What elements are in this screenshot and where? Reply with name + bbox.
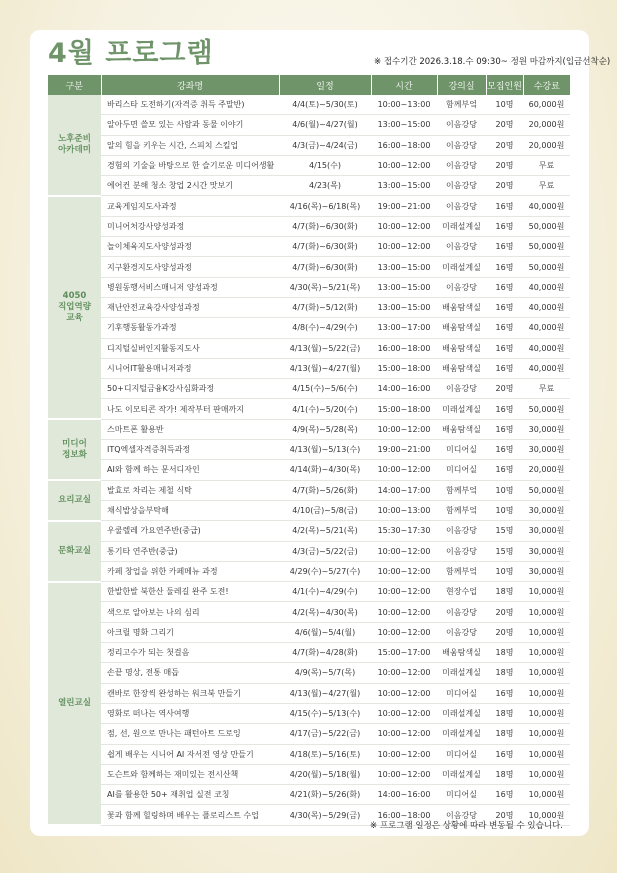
time-cell: 19:00~21:00 <box>371 196 437 216</box>
table-row <box>48 95 570 115</box>
capacity-cell: 20명 <box>486 155 523 175</box>
fee-cell: 10,000원 <box>523 703 570 723</box>
time-cell: 10:00~12:00 <box>371 582 437 602</box>
capacity-cell: 16명 <box>486 216 523 236</box>
room-cell: 함께부엌 <box>437 561 486 581</box>
time-cell: 19:00~21:00 <box>371 440 437 460</box>
capacity-cell: 16명 <box>486 358 523 378</box>
course-name-cell: 영화로 떠나는 역사여행 <box>101 703 279 723</box>
course-name-cell: 교육게임지도사과정 <box>101 196 279 216</box>
capacity-cell: 18명 <box>486 724 523 744</box>
time-cell: 10:00~12:00 <box>371 703 437 723</box>
table-header-row <box>48 75 570 95</box>
table-row <box>48 480 570 500</box>
column-header-category: 구분 <box>48 75 101 95</box>
schedule-cell: 4/13(월)~5/13(수) <box>279 440 371 460</box>
course-name-cell: 놀이체육지도사양성과정 <box>101 237 279 257</box>
time-cell: 15:00~18:00 <box>371 358 437 378</box>
time-cell: 10:00~12:00 <box>371 744 437 764</box>
fee-cell: 30,000원 <box>523 419 570 439</box>
capacity-cell: 20명 <box>486 115 523 135</box>
capacity-cell: 18명 <box>486 764 523 784</box>
time-cell: 15:00~17:00 <box>371 643 437 663</box>
capacity-cell: 16명 <box>486 744 523 764</box>
time-cell: 14:00~16:00 <box>371 379 437 399</box>
fee-cell: 40,000원 <box>523 318 570 338</box>
course-name-cell: 쉽게 배우는 시니어 AI 자서전 영상 만들기 <box>101 744 279 764</box>
room-cell: 미래설계실 <box>437 724 486 744</box>
fee-cell: 10,000원 <box>523 683 570 703</box>
schedule-cell: 4/23(목) <box>279 176 371 196</box>
room-cell: 이음강당 <box>437 196 486 216</box>
capacity-cell: 16명 <box>486 460 523 480</box>
schedule-cell: 4/3(금)~4/24(금) <box>279 135 371 155</box>
table-row <box>48 500 570 520</box>
schedule-cell: 4/7(화)~6/30(화) <box>279 237 371 257</box>
room-cell: 이음강당 <box>437 237 486 257</box>
schedule-cell: 4/21(화)~5/26(화) <box>279 785 371 805</box>
fee-cell: 20,000원 <box>523 460 570 480</box>
fee-cell: 50,000원 <box>523 399 570 419</box>
capacity-cell: 16명 <box>486 257 523 277</box>
time-cell: 10:00~13:00 <box>371 95 437 115</box>
footer-note: ※ 프로그램 일정은 상황에 따라 변동될 수 있습니다. <box>370 821 563 831</box>
fee-cell: 무료 <box>523 176 570 196</box>
capacity-cell: 15명 <box>486 541 523 561</box>
course-name-cell: 나도 이모티콘 작가! 제작부터 판매까지 <box>101 399 279 419</box>
course-name-cell: 50+디지털금융K강사심화과정 <box>101 379 279 399</box>
room-cell: 배움탐색실 <box>437 318 486 338</box>
room-cell: 미디어실 <box>437 440 486 460</box>
course-name-cell: 점, 선, 원으로 만나는 패턴아트 드로잉 <box>101 724 279 744</box>
schedule-cell: 4/20(월)~5/18(월) <box>279 764 371 784</box>
course-name-cell: 미니어처강사양성과정 <box>101 216 279 236</box>
course-name-cell: 에어컨 분해 청소 창업 2시간 맛보기 <box>101 176 279 196</box>
time-cell: 10:00~12:00 <box>371 764 437 784</box>
room-cell: 배움탐색실 <box>437 419 486 439</box>
table-row <box>48 663 570 683</box>
table-row <box>48 379 570 399</box>
course-name-cell: 채식밥상을부탁해 <box>101 500 279 520</box>
schedule-cell: 4/7(화)~5/12(화) <box>279 297 371 317</box>
column-header-course: 강좌명 <box>101 75 279 95</box>
room-cell: 이음강당 <box>437 805 486 825</box>
capacity-cell: 18명 <box>486 703 523 723</box>
page-title: 4월 프로그램 <box>48 38 214 69</box>
fee-cell: 10,000원 <box>523 744 570 764</box>
course-name-cell: 발효로 차리는 제철 식탁 <box>101 480 279 500</box>
schedule-cell: 4/4(토)~5/30(토) <box>279 95 371 115</box>
course-name-cell: 우쿨렐레 가요연주반(중급) <box>101 521 279 541</box>
room-cell: 함께부엌 <box>437 95 486 115</box>
room-cell: 이음강당 <box>437 277 486 297</box>
course-name-cell: 디지털실버인지활동지도사 <box>101 338 279 358</box>
course-name-cell: 알아두면 쓸모 있는 사람과 동물 이야기 <box>101 115 279 135</box>
room-cell: 이음강당 <box>437 379 486 399</box>
time-cell: 10:00~12:00 <box>371 237 437 257</box>
time-cell: 10:00~12:00 <box>371 419 437 439</box>
fee-cell: 30,000원 <box>523 541 570 561</box>
fee-cell: 10,000원 <box>523 582 570 602</box>
table-row <box>48 764 570 784</box>
fee-cell: 20,000원 <box>523 115 570 135</box>
schedule-cell: 4/7(화)~6/30(화) <box>279 257 371 277</box>
time-cell: 10:00~12:00 <box>371 541 437 561</box>
time-cell: 15:30~17:30 <box>371 521 437 541</box>
table-row <box>48 277 570 297</box>
room-cell: 배움탐색실 <box>437 297 486 317</box>
time-cell: 13:00~15:00 <box>371 277 437 297</box>
table-row <box>48 419 570 439</box>
capacity-cell: 18명 <box>486 643 523 663</box>
schedule-cell: 4/16(목)~6/18(목) <box>279 196 371 216</box>
registration-notice: ※ 접수기간 2026.3.18.수 09:30~ 정원 마감까지(입금선착순) <box>374 57 611 67</box>
fee-cell: 20,000원 <box>523 135 570 155</box>
course-name-cell: 바리스타 도전하기(자격증 취득 주말반) <box>101 95 279 115</box>
schedule-cell: 4/30(목)~5/29(금) <box>279 805 371 825</box>
course-name-cell: 지구환경지도사양성과정 <box>101 257 279 277</box>
fee-cell: 무료 <box>523 155 570 175</box>
room-cell: 함께부엌 <box>437 500 486 520</box>
category-cell: 4050 직업역량 교육 <box>48 196 101 419</box>
fee-cell: 10,000원 <box>523 663 570 683</box>
course-name-cell: AI와 함께 하는 문서디자인 <box>101 460 279 480</box>
table-row <box>48 216 570 236</box>
schedule-cell: 4/7(화)~5/26(화) <box>279 480 371 500</box>
table-row <box>48 622 570 642</box>
capacity-cell: 20명 <box>486 622 523 642</box>
capacity-cell: 16명 <box>486 440 523 460</box>
schedule-cell: 4/6(월)~4/27(월) <box>279 115 371 135</box>
time-cell: 10:00~12:00 <box>371 622 437 642</box>
table-row <box>48 541 570 561</box>
table-row <box>48 257 570 277</box>
schedule-cell: 4/18(토)~5/16(토) <box>279 744 371 764</box>
schedule-cell: 4/30(목)~5/21(목) <box>279 277 371 297</box>
program-table <box>48 75 570 826</box>
room-cell: 미디어실 <box>437 744 486 764</box>
room-cell: 이음강당 <box>437 602 486 622</box>
schedule-cell: 4/13(월)~5/22(금) <box>279 338 371 358</box>
capacity-cell: 16명 <box>486 196 523 216</box>
column-header-fee: 수강료 <box>523 75 570 95</box>
table-row <box>48 318 570 338</box>
capacity-cell: 10명 <box>486 95 523 115</box>
course-name-cell: 카페 창업을 위한 카페메뉴 과정 <box>101 561 279 581</box>
time-cell: 16:00~18:00 <box>371 135 437 155</box>
room-cell: 현장수업 <box>437 582 486 602</box>
schedule-cell: 4/9(목)~5/28(목) <box>279 419 371 439</box>
fee-cell: 50,000원 <box>523 237 570 257</box>
schedule-cell: 4/17(금)~5/22(금) <box>279 724 371 744</box>
time-cell: 15:00~18:00 <box>371 399 437 419</box>
room-cell: 이음강당 <box>437 155 486 175</box>
time-cell: 16:00~18:00 <box>371 805 437 825</box>
fee-cell: 50,000원 <box>523 257 570 277</box>
course-name-cell: 시니어IT활용매니저과정 <box>101 358 279 378</box>
capacity-cell: 16명 <box>486 785 523 805</box>
time-cell: 10:00~12:00 <box>371 663 437 683</box>
capacity-cell: 10명 <box>486 561 523 581</box>
table-row <box>48 785 570 805</box>
schedule-cell: 4/13(월)~4/27(월) <box>279 358 371 378</box>
capacity-cell: 16명 <box>486 297 523 317</box>
table-row <box>48 155 570 175</box>
fee-cell: 10,000원 <box>523 643 570 663</box>
table-row <box>48 297 570 317</box>
room-cell: 미래설계실 <box>437 257 486 277</box>
course-name-cell: 경험의 기술을 바탕으로 한 슬기로운 미디어생활 <box>101 155 279 175</box>
capacity-cell: 16명 <box>486 683 523 703</box>
time-cell: 10:00~12:00 <box>371 724 437 744</box>
course-name-cell: 재난안전교육강사양성과정 <box>101 297 279 317</box>
table-row <box>48 683 570 703</box>
room-cell: 이음강당 <box>437 115 486 135</box>
room-cell: 미래설계실 <box>437 663 486 683</box>
table-row <box>48 643 570 663</box>
room-cell: 배움탐색실 <box>437 338 486 358</box>
fee-cell: 10,000원 <box>523 785 570 805</box>
schedule-cell: 4/1(수)~5/20(수) <box>279 399 371 419</box>
column-header-schedule: 일정 <box>279 75 371 95</box>
fee-cell: 40,000원 <box>523 277 570 297</box>
table-row <box>48 358 570 378</box>
schedule-cell: 4/29(수)~5/27(수) <box>279 561 371 581</box>
room-cell: 이음강당 <box>437 541 486 561</box>
schedule-cell: 4/7(화)~6/30(화) <box>279 216 371 236</box>
time-cell: 13:00~15:00 <box>371 257 437 277</box>
table-body <box>48 95 570 825</box>
column-header-capacity: 모집인원 <box>486 75 523 95</box>
fee-cell: 40,000원 <box>523 338 570 358</box>
time-cell: 10:00~12:00 <box>371 460 437 480</box>
schedule-cell: 4/15(수) <box>279 155 371 175</box>
course-name-cell: 스마트폰 활용반 <box>101 419 279 439</box>
time-cell: 10:00~12:00 <box>371 561 437 581</box>
course-name-cell: 통기타 연주반(중급) <box>101 541 279 561</box>
table-row <box>48 561 570 581</box>
course-name-cell: 손끝 명상, 전통 매듭 <box>101 663 279 683</box>
schedule-cell: 4/9(목)~5/7(목) <box>279 663 371 683</box>
fee-cell: 무료 <box>523 379 570 399</box>
capacity-cell: 20명 <box>486 805 523 825</box>
fee-cell: 10,000원 <box>523 622 570 642</box>
room-cell: 이음강당 <box>437 135 486 155</box>
capacity-cell: 16명 <box>486 237 523 257</box>
table-row <box>48 399 570 419</box>
fee-cell: 10,000원 <box>523 602 570 622</box>
time-cell: 13:00~15:00 <box>371 115 437 135</box>
schedule-cell: 4/2(목)~5/21(목) <box>279 521 371 541</box>
fee-cell: 10,000원 <box>523 805 570 825</box>
schedule-cell: 4/14(화)~4/30(목) <box>279 460 371 480</box>
room-cell: 미디어실 <box>437 460 486 480</box>
course-name-cell: 아크릴 명화 그리기 <box>101 622 279 642</box>
room-cell: 미래설계실 <box>437 764 486 784</box>
schedule-cell: 4/13(월)~4/27(월) <box>279 683 371 703</box>
capacity-cell: 16명 <box>486 338 523 358</box>
course-name-cell: 도슨트와 함께하는 재미있는 전시산책 <box>101 764 279 784</box>
category-cell: 열린교실 <box>48 582 101 826</box>
category-cell: 요리교실 <box>48 480 101 521</box>
schedule-cell: 4/15(수)~5/13(수) <box>279 703 371 723</box>
schedule-cell: 4/6(월)~5/4(월) <box>279 622 371 642</box>
room-cell: 함께부엌 <box>437 480 486 500</box>
column-header-room: 강의실 <box>437 75 486 95</box>
course-name-cell: 알의 힘을 키우는 시간, 스피치 스킬업 <box>101 135 279 155</box>
time-cell: 14:00~16:00 <box>371 785 437 805</box>
time-cell: 10:00~12:00 <box>371 602 437 622</box>
fee-cell: 50,000원 <box>523 480 570 500</box>
schedule-cell: 4/10(금)~5/8(금) <box>279 500 371 520</box>
time-cell: 16:00~18:00 <box>371 338 437 358</box>
time-cell: 14:00~17:00 <box>371 480 437 500</box>
time-cell: 10:00~12:00 <box>371 683 437 703</box>
room-cell: 미디어실 <box>437 683 486 703</box>
capacity-cell: 16명 <box>486 399 523 419</box>
category-cell: 문화교실 <box>48 521 101 582</box>
fee-cell: 10,000원 <box>523 724 570 744</box>
room-cell: 배움탐색실 <box>437 643 486 663</box>
schedule-cell: 4/8(수)~4/29(수) <box>279 318 371 338</box>
category-cell: 미디어 정보화 <box>48 419 101 480</box>
room-cell: 이음강당 <box>437 176 486 196</box>
capacity-cell: 18명 <box>486 663 523 683</box>
table-row <box>48 521 570 541</box>
room-cell: 미래설계실 <box>437 399 486 419</box>
table-row <box>48 237 570 257</box>
time-cell: 10:00~12:00 <box>371 216 437 236</box>
table-row <box>48 703 570 723</box>
column-header-time: 시간 <box>371 75 437 95</box>
schedule-cell: 4/2(목)~4/30(목) <box>279 602 371 622</box>
table-row <box>48 440 570 460</box>
table-row <box>48 724 570 744</box>
fee-cell: 30,000원 <box>523 521 570 541</box>
time-cell: 10:00~13:00 <box>371 500 437 520</box>
room-cell: 미래설계실 <box>437 703 486 723</box>
capacity-cell: 20명 <box>486 176 523 196</box>
fee-cell: 40,000원 <box>523 358 570 378</box>
fee-cell: 30,000원 <box>523 561 570 581</box>
category-cell: 노후준비 아카데미 <box>48 95 101 196</box>
capacity-cell: 15명 <box>486 521 523 541</box>
capacity-cell: 10명 <box>486 500 523 520</box>
table-row <box>48 338 570 358</box>
capacity-cell: 20명 <box>486 379 523 399</box>
course-name-cell: 병원동행서비스매니저 양성과정 <box>101 277 279 297</box>
course-name-cell: 색으로 알아보는 나의 심리 <box>101 602 279 622</box>
capacity-cell: 16명 <box>486 318 523 338</box>
schedule-cell: 4/3(금)~5/22(금) <box>279 541 371 561</box>
table-row <box>48 176 570 196</box>
table-row <box>48 744 570 764</box>
room-cell: 이음강당 <box>437 521 486 541</box>
table-row <box>48 582 570 602</box>
fee-cell: 10,000원 <box>523 764 570 784</box>
time-cell: 10:00~12:00 <box>371 155 437 175</box>
course-name-cell: 꽃과 함께 힐링하며 배우는 플로리스트 수업 <box>101 805 279 825</box>
schedule-cell: 4/15(수)~5/6(수) <box>279 379 371 399</box>
course-name-cell: 캔바로 한장씩 완성하는 워크북 만들기 <box>101 683 279 703</box>
schedule-cell: 4/1(수)~4/29(수) <box>279 582 371 602</box>
course-name-cell: 한발한발 북한산 둘레길 완주 도전! <box>101 582 279 602</box>
fee-cell: 30,000원 <box>523 440 570 460</box>
table-row <box>48 602 570 622</box>
course-name-cell: 정리고수가 되는 첫걸음 <box>101 643 279 663</box>
fee-cell: 30,000원 <box>523 500 570 520</box>
capacity-cell: 20명 <box>486 135 523 155</box>
time-cell: 13:00~15:00 <box>371 297 437 317</box>
table-row <box>48 115 570 135</box>
room-cell: 이음강당 <box>437 622 486 642</box>
room-cell: 미디어실 <box>437 785 486 805</box>
table-row <box>48 135 570 155</box>
time-cell: 13:00~17:00 <box>371 318 437 338</box>
capacity-cell: 16명 <box>486 419 523 439</box>
fee-cell: 40,000원 <box>523 196 570 216</box>
schedule-cell: 4/7(화)~4/28(화) <box>279 643 371 663</box>
capacity-cell: 10명 <box>486 480 523 500</box>
capacity-cell: 16명 <box>486 277 523 297</box>
fee-cell: 50,000원 <box>523 216 570 236</box>
fee-cell: 40,000원 <box>523 297 570 317</box>
capacity-cell: 18명 <box>486 582 523 602</box>
course-name-cell: AI를 활용한 50+ 재취업 실전 코칭 <box>101 785 279 805</box>
capacity-cell: 20명 <box>486 602 523 622</box>
course-name-cell: ITQ엑셀자격증취득과정 <box>101 440 279 460</box>
fee-cell: 60,000원 <box>523 95 570 115</box>
room-cell: 미래설계실 <box>437 216 486 236</box>
room-cell: 배움탐색실 <box>437 358 486 378</box>
table-row <box>48 460 570 480</box>
table-row <box>48 196 570 216</box>
course-name-cell: 기후행동활동가과정 <box>101 318 279 338</box>
time-cell: 13:00~15:00 <box>371 176 437 196</box>
